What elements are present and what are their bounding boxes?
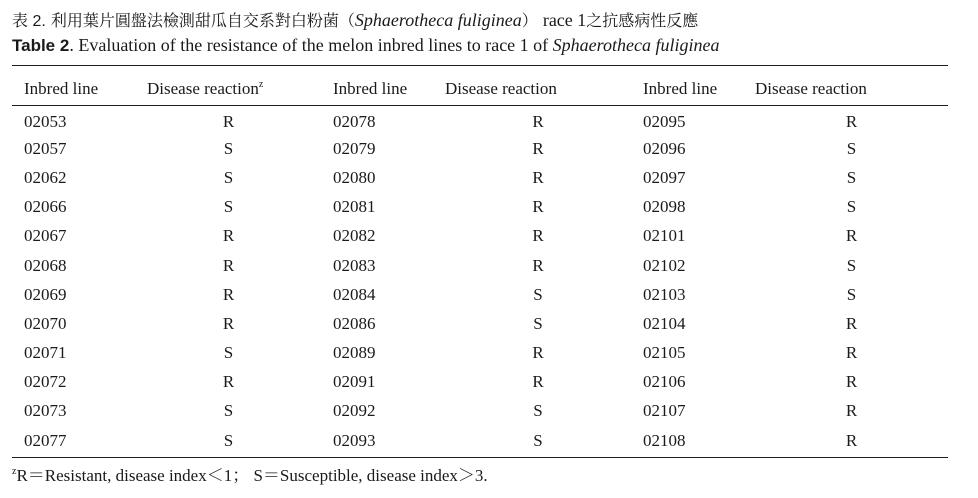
inbred-line-cell: 02093 — [333, 430, 376, 450]
footnote-marker: z — [12, 466, 17, 477]
disease-reaction-cell: R — [532, 226, 544, 246]
inbred-line-cell: 02107 — [643, 401, 686, 421]
caption-en-label: Table 2 — [12, 36, 70, 55]
inbred-line-cell: 02103 — [643, 284, 686, 304]
disease-reaction-cell: R — [532, 372, 544, 392]
table-row — [12, 309, 948, 338]
disease-reaction-cell: R — [532, 167, 544, 187]
disease-reaction-cell: R — [532, 255, 544, 275]
disease-reaction-cell: R — [222, 111, 235, 131]
inbred-line-cell: 02106 — [643, 372, 686, 392]
caption-en-text: . Evaluation of the resistance of the melon inbred lines to race 1 of — [69, 35, 553, 55]
table-row — [12, 397, 948, 426]
disease-reaction-cell: R — [845, 226, 858, 246]
inbred-line-cell: 02057 — [24, 138, 67, 158]
inbred-line-cell: 02095 — [643, 111, 686, 131]
disease-reaction-cell: S — [533, 284, 543, 304]
inbred-line-cell: 02069 — [24, 284, 67, 304]
inbred-line-cell: 02073 — [24, 401, 67, 421]
disease-reaction-cell: R — [222, 313, 235, 333]
disease-reaction-cell: S — [846, 255, 857, 275]
header-inbred-line-1: Inbred line — [24, 79, 99, 98]
disease-reaction-cell: S — [846, 138, 857, 158]
inbred-line-cell: 02101 — [643, 226, 686, 246]
table-row — [12, 339, 948, 368]
inbred-line-cell: 02086 — [333, 313, 376, 333]
inbred-line-cell: 02092 — [333, 401, 376, 421]
inbred-line-cell: 02098 — [643, 197, 686, 217]
disease-reaction-cell: S — [846, 197, 857, 217]
table-row — [12, 251, 948, 280]
disease-reaction-cell: R — [845, 313, 858, 333]
disease-reaction-cell: S — [223, 197, 234, 217]
footnote-text: R＝Resistant, disease index＜1； S＝Susceptible, disease index＞3. — [16, 466, 488, 485]
disease-reaction-cell: R — [845, 343, 858, 363]
inbred-line-cell: 02083 — [333, 255, 376, 275]
table-header-row — [12, 73, 948, 105]
disease-reaction-cell: R — [845, 111, 858, 131]
table-top-rule — [12, 65, 948, 66]
table-row — [12, 193, 948, 222]
inbred-line-cell: 02062 — [24, 167, 67, 187]
table-row — [12, 280, 948, 309]
inbred-line-cell: 02108 — [643, 430, 686, 450]
disease-reaction-cell: S — [533, 430, 543, 450]
caption-zh-label: 表 2. — [12, 13, 46, 30]
disease-reaction-cell: R — [845, 430, 858, 450]
resistance-table — [12, 73, 948, 455]
caption-zh-race: race 1 — [542, 10, 587, 30]
inbred-line-cell: 02053 — [24, 111, 67, 131]
disease-reaction-cell: R — [222, 372, 235, 392]
inbred-line-cell: 02096 — [643, 138, 686, 158]
table-caption-chinese — [12, 9, 698, 33]
disease-reaction-cell: S — [223, 343, 234, 363]
disease-reaction-cell: S — [223, 138, 234, 158]
disease-reaction-cell: R — [845, 372, 858, 392]
table-row — [12, 105, 948, 134]
disease-reaction-cell: R — [532, 111, 544, 131]
inbred-line-cell: 02080 — [333, 167, 376, 187]
inbred-line-cell: 02102 — [643, 255, 686, 275]
inbred-line-cell: 02071 — [24, 343, 67, 363]
caption-zh-tail: 之抗感病性反應 — [586, 11, 699, 30]
header-disease-reaction-3: Disease reaction — [755, 79, 867, 98]
inbred-line-cell: 02097 — [643, 167, 686, 187]
disease-reaction-cell: R — [532, 197, 544, 217]
inbred-line-cell: 02104 — [643, 313, 686, 333]
caption-en-species: Sphaerotheca fuliginea — [552, 35, 720, 55]
inbred-line-cell: 02079 — [333, 138, 376, 158]
caption-zh-text: 利用葉片圓盤法檢測甜瓜自交系對白粉菌（ — [50, 11, 355, 30]
header-disease-reaction-2: Disease reaction — [445, 79, 557, 98]
table-row — [12, 426, 948, 455]
inbred-line-cell: 02081 — [333, 197, 376, 217]
table-row — [12, 222, 948, 251]
disease-reaction-cell: S — [533, 313, 543, 333]
disease-reaction-cell: S — [846, 167, 857, 187]
disease-reaction-cell: S — [223, 401, 234, 421]
table-row — [12, 368, 948, 397]
disease-reaction-cell: S — [223, 167, 234, 187]
table-row — [12, 134, 948, 163]
disease-reaction-cell: R — [222, 226, 235, 246]
inbred-line-cell: 02067 — [24, 226, 67, 246]
header-inbred-line-3: Inbred line — [643, 79, 718, 98]
header-disease-reaction-1: Disease reaction$^z$ — [147, 79, 264, 98]
disease-reaction-cell: R — [532, 138, 544, 158]
caption-zh-species: Sphaerotheca fuliginea — [354, 10, 522, 30]
inbred-line-cell: 02066 — [24, 197, 67, 217]
disease-reaction-cell: S — [846, 284, 857, 304]
inbred-line-cell: 02072 — [24, 372, 67, 392]
inbred-line-cell: 02068 — [24, 255, 67, 275]
caption-zh-close: ） — [521, 11, 538, 30]
disease-reaction-cell: R — [222, 255, 235, 275]
inbred-line-cell: 02070 — [24, 313, 67, 333]
table-row — [12, 163, 948, 192]
header-footnote-marker: z — [258, 79, 264, 90]
disease-reaction-cell: S — [533, 401, 543, 421]
inbred-line-cell: 02091 — [333, 372, 376, 392]
header-inbred-line-2: Inbred line — [333, 79, 408, 98]
inbred-line-cell: 02078 — [333, 111, 376, 131]
inbred-line-cell: 02084 — [333, 284, 376, 304]
disease-reaction-cell: S — [223, 430, 234, 450]
inbred-line-cell: 02089 — [333, 343, 376, 363]
table-body — [12, 105, 948, 455]
table-bottom-rule — [12, 457, 948, 458]
inbred-line-cell: 02082 — [333, 226, 376, 246]
inbred-line-cell: 02077 — [24, 430, 67, 450]
disease-reaction-cell: R — [222, 284, 235, 304]
table-footnote — [12, 461, 488, 487]
disease-reaction-cell: R — [845, 401, 858, 421]
disease-reaction-cell: R — [532, 343, 544, 363]
inbred-line-cell: 02105 — [643, 343, 686, 363]
table-caption-english — [12, 34, 719, 57]
